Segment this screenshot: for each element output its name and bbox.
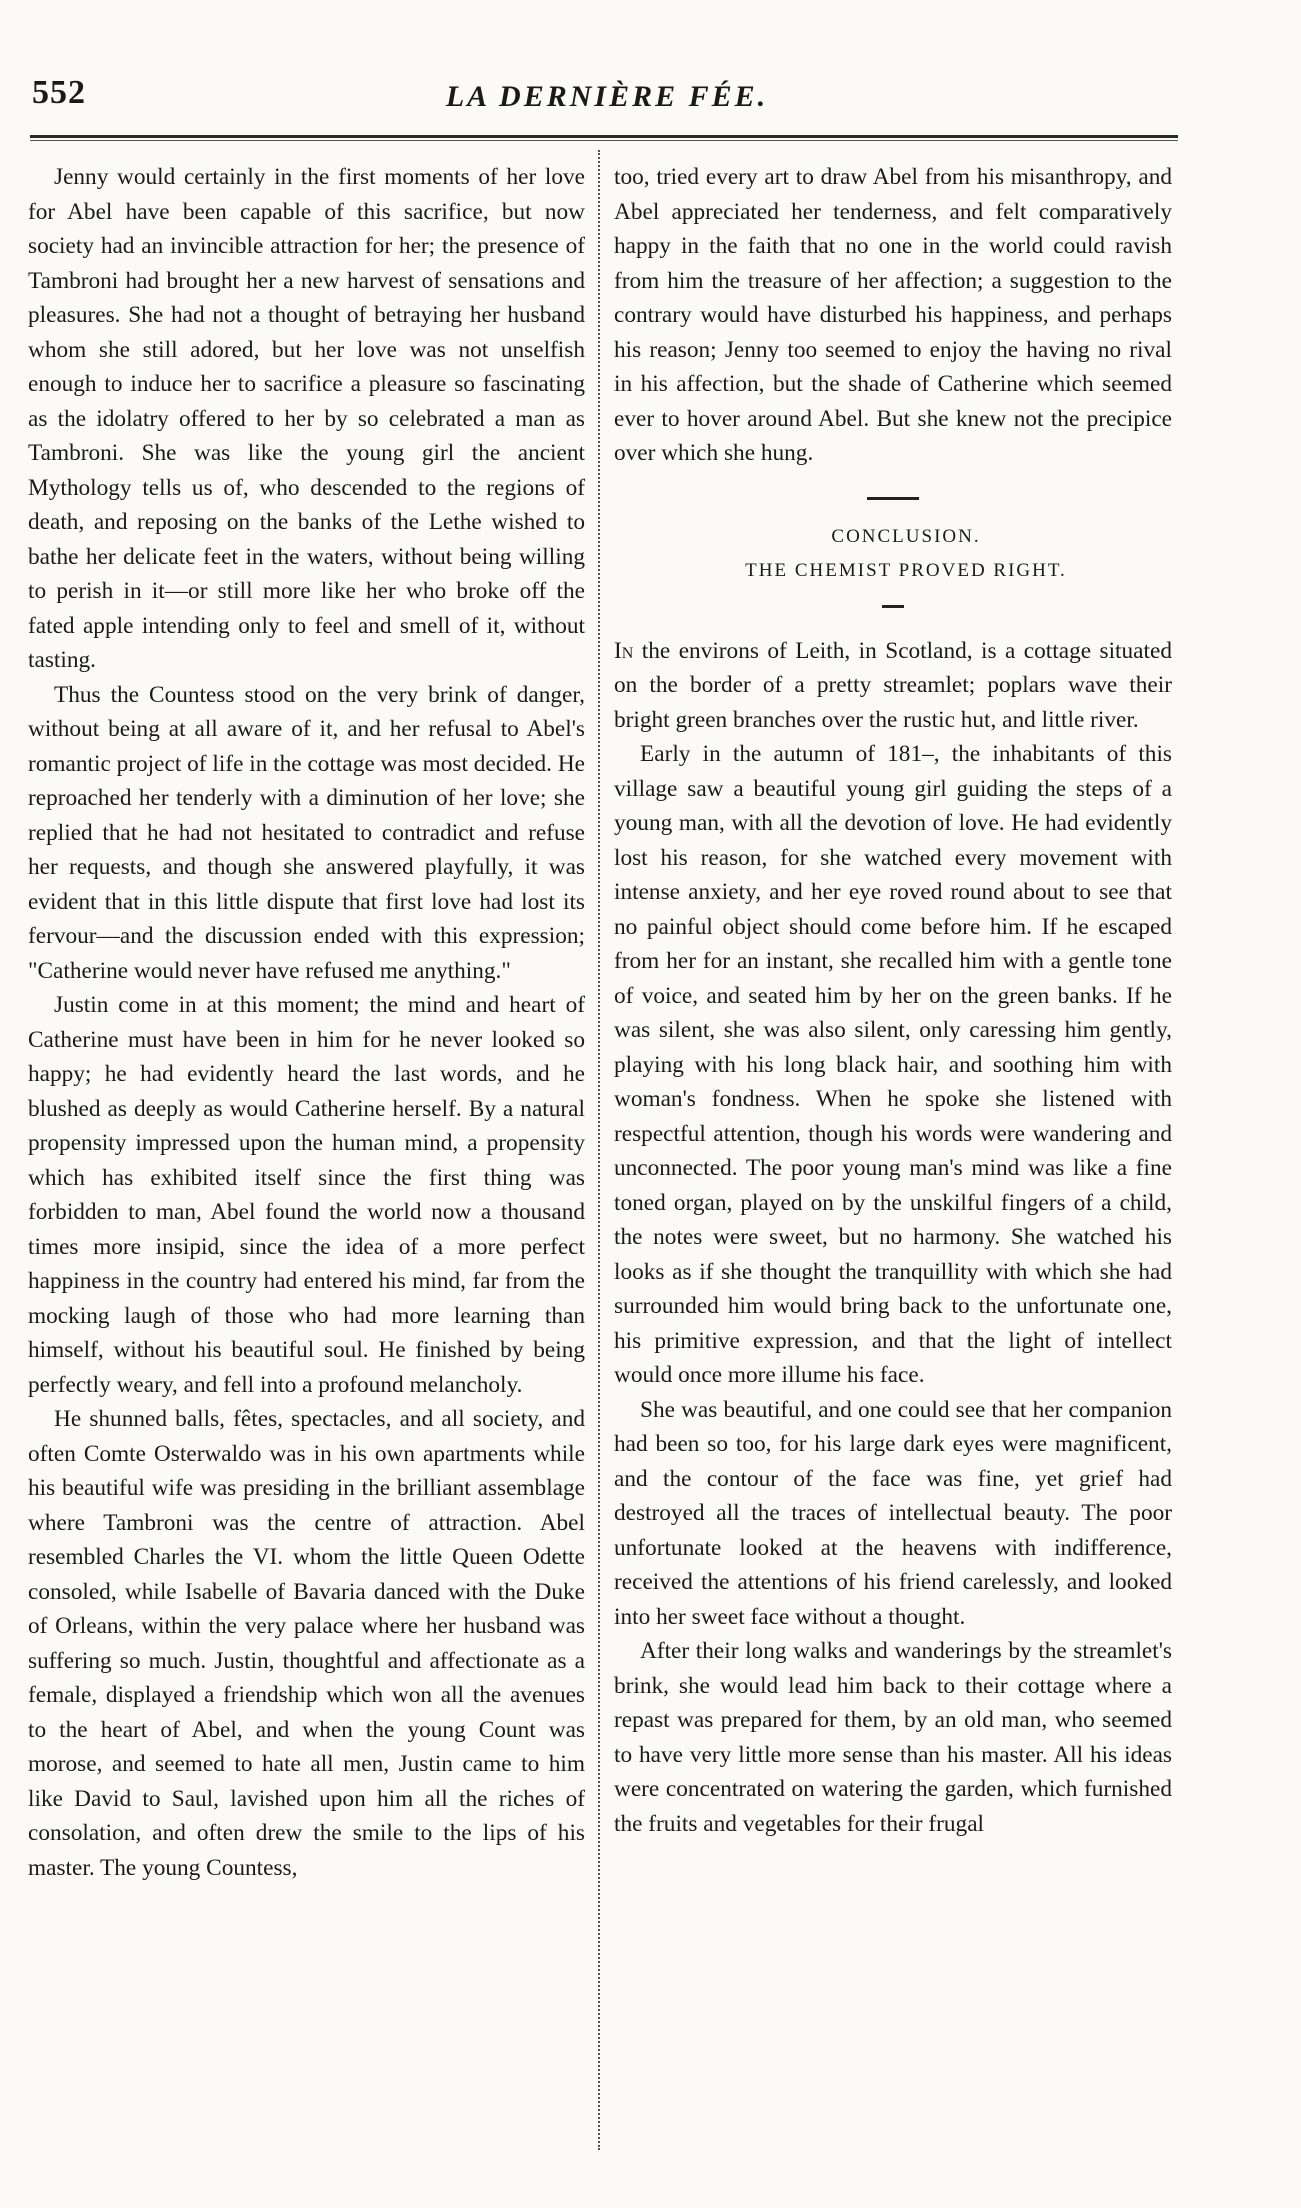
left-column: [28, 160, 585, 2150]
paragraph: After their long walks and wanderings by the streamlet's brink, she would lead him back to their cottage where a repast was prepared for them, by an old man, who seemed to have very little more sense than his master. All his ideas were concentrated on watering the garden, which furnished the fruits and vegetables for their frugal: [614, 1638, 1172, 1837]
column-divider: [598, 150, 600, 2150]
running-title: LA DERNIÈRE FÉE.: [445, 80, 769, 113]
right-column: [614, 160, 1172, 2150]
paragraph: Early in the autumn of 181–, the inhabitants of this village saw a beautiful young girl guiding the steps of a young man, with all the devotion of love. He had evidently lost his reason, for she watched every movement with intense anxiety, and her eye roved round about to see that no painful object should come before him. If he escaped from her for an instant, she recalled him with a gentle tone of voice, and seated him by her on the green banks. If he was silent, she was also silent, only caressing him gently, playing with his long black hair, and soothing him with woman's fondness. When he spoke she listened with respectful attention, though his words were wandering and unconnected. The poor young man's mind was like a fine toned organ, played on by the unskilful fingers of a child, the notes were sweet, but no harmony. She watched his looks as if she thought the tranquillity with which she had surrounded him would bring back to the unfortunate one, his primitive expression, and that the light of intellect would once more illume his face.: [614, 741, 1172, 1388]
paragraph: She was beautiful, and one could see that her companion had been so too, for his large dark eyes were magnificent, and the contour of the face was fine, yet grief had destroyed all the traces of intellectual beauty. The poor unfortunate looked at the heavens with indifference, received the attentions of his friend carelessly, and looked into her sweet face without a thought.: [614, 1396, 1172, 1630]
paragraph: [614, 634, 1172, 738]
section-rule: [882, 605, 904, 608]
paragraph: Jenny would certainly in the first moments of her love for Abel have been capable of this sacrifice, but now society had an invincible attraction for her; the presence of Tambroni had brought her a new harvest of sensations and pleasures. She had not a thought of betraying her husband whom she still adored, but her love was not unselfish enough to induce her to sacrifice a pleasure so fascinating as the idolatry offered to her by so celebrated a man as Tambroni. She was like the young girl the ancient Mythology tells us of, who descended to the regions of death, and reposing on the banks of the Lethe wished to bathe her delicate feet in the waters, without being willing to perish in it—or still more like her who broke off the fated apple intending only to feel and smell of it, without tasting.: [28, 164, 585, 673]
paragraph-continuation: too, tried every art to draw Abel from his misanthropy, and Abel appreciated her tenderness, and felt comparatively happy in the faith that no one in the world could ravish from him the treasure of her affection; a suggestion to the contrary would have disturbed his happiness, and perhaps his reason; Jenny too seemed to enjoy the having no rival in his affection, but the shade of Catherine which seemed ever to hover around Abel. But she knew not the precipice over which she hung.: [614, 164, 1172, 466]
paragraph: Thus the Countess stood on the very brink of danger, without being at all aware of it, and her refusal to Abel's romantic project of life in the cottage was most decided. He reproached her tenderly with a diminution of her love; she replied that he had not hesitated to contradict and refuse her requests, and though she answered playfully, it was evident that in this little dispute that first love had lost its fervour—and the discussion ended with this expression; "Catherine would never have refused me anything.": [28, 681, 585, 984]
paragraph-text: the environs of Leith, in Scotland, is a cottage situated on the border of a pretty streamlet; poplars wave their bright green branches over the rustic hut, and little river.: [614, 637, 1172, 733]
page-header: [32, 70, 1182, 130]
header-rule-thin: [30, 140, 1178, 141]
paragraph: He shunned balls, fêtes, spectacles, and all society, and often Comte Osterwaldo was in his own apartments while his beautiful wife was presiding in the brilliant assemblage where Tambroni was the centre of attraction. Abel resembled Charles the VI. whom the little Queen Odette consoled, while Isabelle of Bavaria danced with the Duke of Orleans, within the very palace where her husband was suffering so much. Justin, thoughtful and affectionate as a female, displayed a friendship which won all the avenues to the heart of Abel, and when the young Count was morose, and seemed to hate all men, Justin came to him like David to Saul, lavished upon him all the riches of consolation, and often drew the smile to the lips of his master. The young Countess,: [28, 1406, 585, 1881]
paragraph: Justin come in at this moment; the mind and heart of Catherine must have been in him for he never looked so happy; he had evidently heard the last words, and he blushed as deeply as would Catherine herself. By a natural propensity impressed upon the human mind, a propensity which has exhibited itself since the first thing was forbidden to man, Abel found the world now a thousand times more insipid, since the idea of a more perfect happiness in the country had entered his mind, far from the mocking laugh of those who had more learning than himself, without his beautiful soul. He finished by being perfectly weary, and fell into a profound melancholy.: [28, 992, 585, 1398]
section-heading: CONCLUSION.: [831, 525, 981, 547]
section-rule: [867, 497, 919, 500]
header-rule: [30, 135, 1178, 138]
section-subheading: THE CHEMIST PROVED RIGHT.: [745, 560, 1067, 581]
lead-word: In: [614, 637, 634, 664]
page-number: 552: [32, 74, 86, 111]
